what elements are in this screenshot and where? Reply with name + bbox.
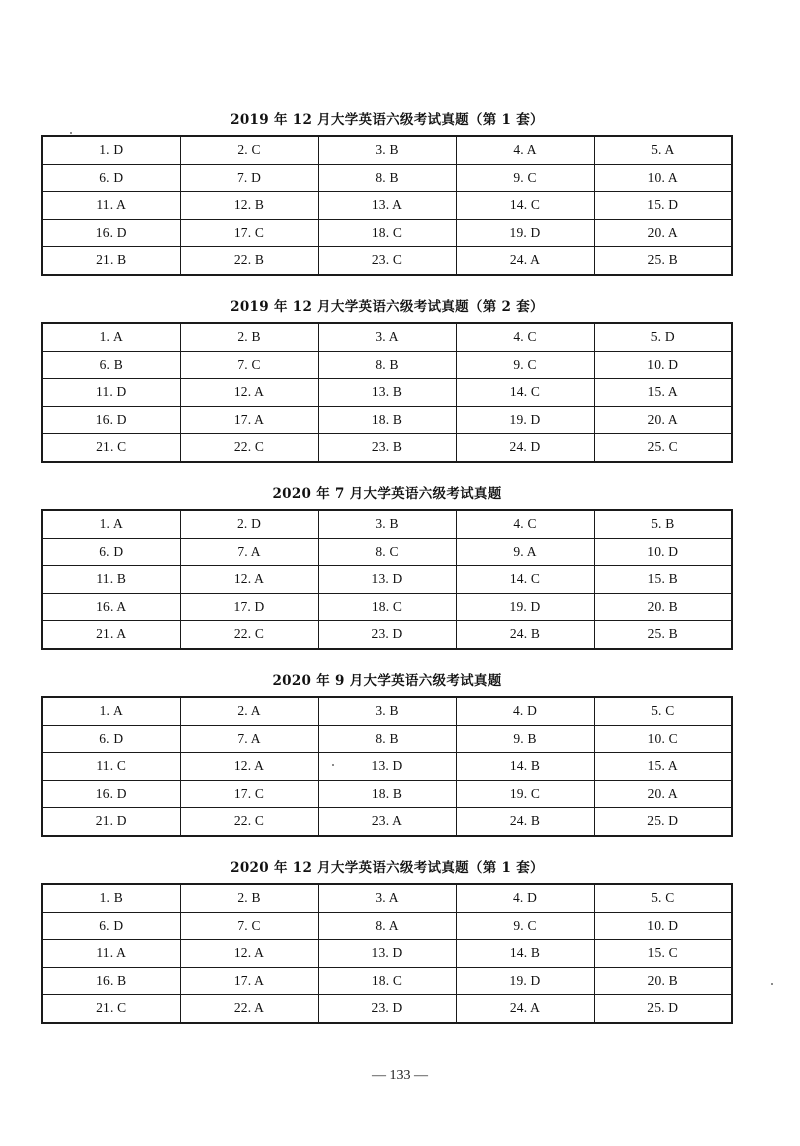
answer-cell: 22. C (180, 434, 318, 462)
table-row (42, 912, 732, 940)
answer-cell: 1. A (42, 510, 180, 538)
answer-cell: 8. A (318, 912, 456, 940)
answer-cell: 2. D (180, 510, 318, 538)
answer-cell: 18. B (318, 406, 456, 434)
answer-cell: 15. A (594, 379, 732, 407)
table-row (42, 967, 732, 995)
table-row (42, 725, 732, 753)
answer-cell: 23. C (318, 247, 456, 275)
table-row (42, 164, 732, 192)
answer-table (41, 883, 733, 1024)
answer-cell: 2. C (180, 136, 318, 164)
answer-cell: 2. B (180, 884, 318, 912)
answer-cell: 3. A (318, 323, 456, 351)
answer-cell: 23. D (318, 995, 456, 1023)
section-title: 2020 年 7 月大学英语六级考试真题 (272, 486, 502, 502)
answer-table (41, 135, 733, 276)
table-row (42, 884, 732, 912)
answer-cell: 16. B (42, 967, 180, 995)
answer-cell: 19. D (456, 593, 594, 621)
answer-cell: 24. B (456, 808, 594, 836)
answer-cell: 14. B (456, 940, 594, 968)
table-row (42, 697, 732, 725)
answer-cell: 12. A (180, 379, 318, 407)
table-row (42, 538, 732, 566)
table-row (42, 192, 732, 220)
answer-cell: 8. B (318, 725, 456, 753)
answer-cell: 14. B (456, 753, 594, 781)
answer-cell: 20. A (594, 219, 732, 247)
answer-cell: 1. D (42, 136, 180, 164)
answer-cell: 16. D (42, 219, 180, 247)
answer-cell: 10. D (594, 538, 732, 566)
answer-section-5 (41, 857, 733, 1024)
answer-cell: 15. C (594, 940, 732, 968)
answer-section-3 (41, 483, 733, 650)
table-row (42, 247, 732, 275)
answer-section-1 (41, 109, 733, 276)
table-row (42, 434, 732, 462)
answer-cell: 13. D (318, 753, 456, 781)
answer-cell: 1. B (42, 884, 180, 912)
answer-cell: 15. B (594, 566, 732, 594)
answer-cell: 24. B (456, 621, 594, 649)
answer-cell: 21. C (42, 434, 180, 462)
answer-cell: 14. C (456, 566, 594, 594)
table-row (42, 510, 732, 538)
answer-cell: 17. A (180, 967, 318, 995)
answer-cell: 9. C (456, 351, 594, 379)
answer-cell: 23. A (318, 808, 456, 836)
answer-cell: 25. C (594, 434, 732, 462)
answer-cell: 5. B (594, 510, 732, 538)
answer-cell: 16. A (42, 593, 180, 621)
answer-cell: 7. C (180, 912, 318, 940)
answer-cell: 22. C (180, 621, 318, 649)
answer-cell: 14. C (456, 192, 594, 220)
answer-cell: 4. A (456, 136, 594, 164)
answer-table (41, 322, 733, 463)
answer-cell: 9. A (456, 538, 594, 566)
answer-cell: 20. A (594, 406, 732, 434)
answer-cell: 8. B (318, 351, 456, 379)
answer-cell: 20. A (594, 780, 732, 808)
answer-cell: 4. C (456, 510, 594, 538)
answer-cell: 14. C (456, 379, 594, 407)
table-row (42, 351, 732, 379)
table-row (42, 593, 732, 621)
answer-cell: 25. B (594, 621, 732, 649)
answer-cell: 17. C (180, 219, 318, 247)
answer-cell: 10. D (594, 351, 732, 379)
answer-cell: 6. D (42, 164, 180, 192)
answer-cell: 25. D (594, 808, 732, 836)
answer-cell: 2. B (180, 323, 318, 351)
answer-cell: 4. D (456, 884, 594, 912)
page-number: — 133 — (372, 1068, 428, 1083)
answer-cell: 6. B (42, 351, 180, 379)
answer-cell: 17. A (180, 406, 318, 434)
answer-cell: 2. A (180, 697, 318, 725)
answer-cell: 7. A (180, 725, 318, 753)
answer-cell: 11. A (42, 192, 180, 220)
answer-cell: 12. A (180, 940, 318, 968)
answer-section-2 (41, 296, 733, 463)
answer-cell: 10. D (594, 912, 732, 940)
answer-cell: 18. B (318, 780, 456, 808)
answer-cell: 5. C (594, 697, 732, 725)
table-row (42, 995, 732, 1023)
answer-cell: 25. D (594, 995, 732, 1023)
answer-cell: 22. B (180, 247, 318, 275)
answer-cell: 3. B (318, 510, 456, 538)
scan-speck (332, 764, 334, 766)
answer-cell: 11. C (42, 753, 180, 781)
answer-section-4 (41, 670, 733, 837)
answer-cell: 5. C (594, 884, 732, 912)
table-row (42, 406, 732, 434)
answer-cell: 5. A (594, 136, 732, 164)
answer-cell: 15. A (594, 753, 732, 781)
answer-cell: 4. C (456, 323, 594, 351)
table-row (42, 136, 732, 164)
answer-cell: 21. A (42, 621, 180, 649)
table-row (42, 808, 732, 836)
table-row (42, 780, 732, 808)
answer-cell: 4. D (456, 697, 594, 725)
answer-cell: 21. D (42, 808, 180, 836)
answer-cell: 23. D (318, 621, 456, 649)
answer-cell: 22. A (180, 995, 318, 1023)
answer-cell: 19. D (456, 967, 594, 995)
answer-cell: 3. B (318, 697, 456, 725)
answer-cell: 10. C (594, 725, 732, 753)
answer-cell: 5. D (594, 323, 732, 351)
answer-cell: 19. C (456, 780, 594, 808)
answer-cell: 7. C (180, 351, 318, 379)
answer-cell: 12. A (180, 753, 318, 781)
answer-cell: 20. B (594, 593, 732, 621)
answer-cell: 3. B (318, 136, 456, 164)
table-row (42, 219, 732, 247)
answer-cell: 17. C (180, 780, 318, 808)
answer-cell: 13. B (318, 379, 456, 407)
answer-cell: 8. C (318, 538, 456, 566)
answer-cell: 6. D (42, 912, 180, 940)
answer-cell: 17. D (180, 593, 318, 621)
answer-cell: 1. A (42, 697, 180, 725)
answer-cell: 18. C (318, 593, 456, 621)
answer-cell: 15. D (594, 192, 732, 220)
answer-cell: 18. C (318, 967, 456, 995)
answer-cell: 7. D (180, 164, 318, 192)
scan-speck (70, 132, 72, 134)
answer-cell: 11. B (42, 566, 180, 594)
answer-cell: 13. D (318, 940, 456, 968)
answer-cell: 24. D (456, 434, 594, 462)
answer-cell: 24. A (456, 995, 594, 1023)
answer-cell: 13. A (318, 192, 456, 220)
answer-cell: 1. A (42, 323, 180, 351)
answer-cell: 9. C (456, 912, 594, 940)
answer-cell: 12. A (180, 566, 318, 594)
answer-cell: 20. B (594, 967, 732, 995)
answer-cell: 12. B (180, 192, 318, 220)
table-row (42, 940, 732, 968)
answer-cell: 23. B (318, 434, 456, 462)
answer-cell: 19. D (456, 219, 594, 247)
answer-cell: 9. B (456, 725, 594, 753)
answer-cell: 3. A (318, 884, 456, 912)
answer-cell: 11. D (42, 379, 180, 407)
section-title: 2020 年 12 月大学英语六级考试真题（第 1 套） (230, 860, 544, 876)
table-row (42, 753, 732, 781)
answer-table (41, 509, 733, 650)
answer-cell: 16. D (42, 780, 180, 808)
answer-cell: 18. C (318, 219, 456, 247)
answer-cell: 21. B (42, 247, 180, 275)
table-row (42, 621, 732, 649)
answer-cell: 21. C (42, 995, 180, 1023)
table-row (42, 323, 732, 351)
answer-cell: 13. D (318, 566, 456, 594)
answer-cell: 8. B (318, 164, 456, 192)
answer-cell: 22. C (180, 808, 318, 836)
answer-cell: 6. D (42, 725, 180, 753)
section-title: 2020 年 9 月大学英语六级考试真题 (272, 673, 502, 689)
answer-cell: 6. D (42, 538, 180, 566)
answer-cell: 25. B (594, 247, 732, 275)
table-row (42, 379, 732, 407)
answer-table (41, 696, 733, 837)
answer-cell: 7. A (180, 538, 318, 566)
answer-cell: 9. C (456, 164, 594, 192)
section-title: 2019 年 12 月大学英语六级考试真题（第 1 套） (230, 112, 544, 128)
answer-cell: 24. A (456, 247, 594, 275)
answer-cell: 10. A (594, 164, 732, 192)
scan-speck (771, 983, 773, 985)
answer-cell: 11. A (42, 940, 180, 968)
answer-cell: 19. D (456, 406, 594, 434)
answer-cell: 16. D (42, 406, 180, 434)
section-title: 2019 年 12 月大学英语六级考试真题（第 2 套） (230, 299, 544, 315)
table-row (42, 566, 732, 594)
